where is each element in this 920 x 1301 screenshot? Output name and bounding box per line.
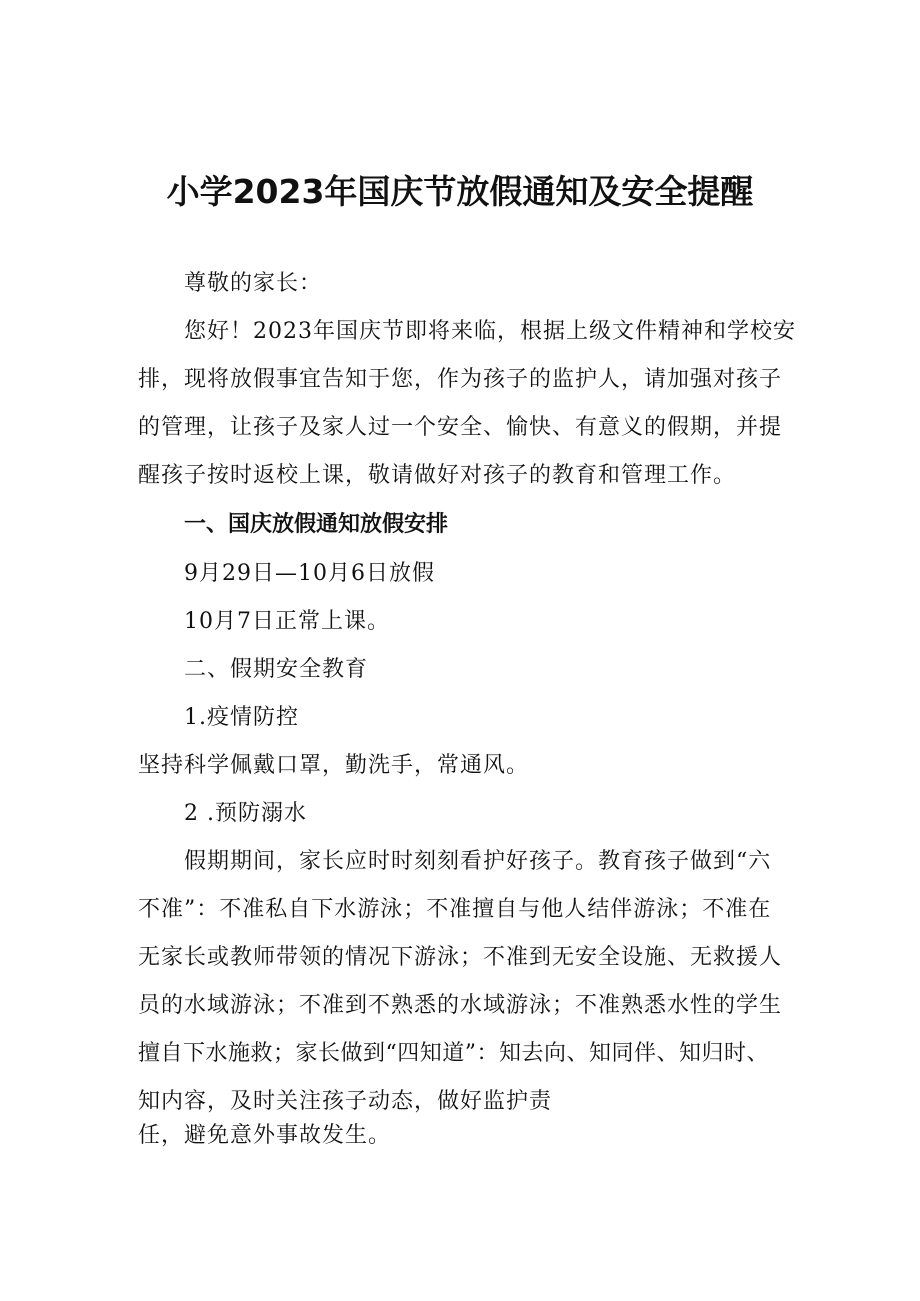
item-2-line-7: 任，避免意外事故发生。 [138, 1123, 392, 1148]
item-2-line-6: 知内容，及时关注孩子动态，做好监护责 [138, 1089, 553, 1114]
item-2-line-5: 擅自下水施救；家长做到“四知道”：知去向、知同伴、知归时、 [138, 1041, 769, 1066]
item-2-line-1: 假期期间，家长应时时刻刻看护好孩子。教育孩子做到“六 [184, 849, 772, 874]
salutation: 尊敬的家长： [184, 271, 323, 296]
intro-line-2: 排，现将放假事宜告知于您，作为孩子的监护人，请加强对孩子 [138, 367, 783, 392]
item-2-line-4: 员的水域游泳；不准到不熟悉的水域游泳；不准熟悉水性的学生 [138, 993, 783, 1018]
item-2-line-2: 不准”：不准私自下水游泳；不准擅自与他人结伴游泳；不准在 [138, 897, 772, 922]
item-1-heading: 1.疫情防控 [184, 705, 299, 730]
intro-line-4: 醒孩子按时返校上课，敬请做好对孩子的教育和管理工作。 [138, 463, 737, 488]
document-title: 小学2023年国庆节放假通知及安全提醒 [166, 172, 754, 211]
school-resume-date: 10月7日正常上课。 [184, 609, 390, 634]
item-1-text: 坚持科学佩戴口罩，勤洗手，常通风。 [138, 753, 530, 778]
holiday-dates: 9月29日—10月6日放假 [184, 561, 435, 586]
section-2-heading: 二、假期安全教育 [184, 657, 369, 682]
item-2-heading: 2 .预防溺水 [184, 801, 307, 826]
intro-line-3: 的管理，让孩子及家人过一个安全、愉快、有意义的假期，并提 [138, 415, 783, 440]
section-1-heading: 一、国庆放假通知放假安排 [184, 512, 449, 537]
intro-line-1: 您好！2023年国庆节即将来临，根据上级文件精神和学校安 [184, 319, 796, 344]
item-2-line-3: 无家长或教师带领的情况下游泳；不准到无安全设施、无救援人 [138, 945, 783, 970]
